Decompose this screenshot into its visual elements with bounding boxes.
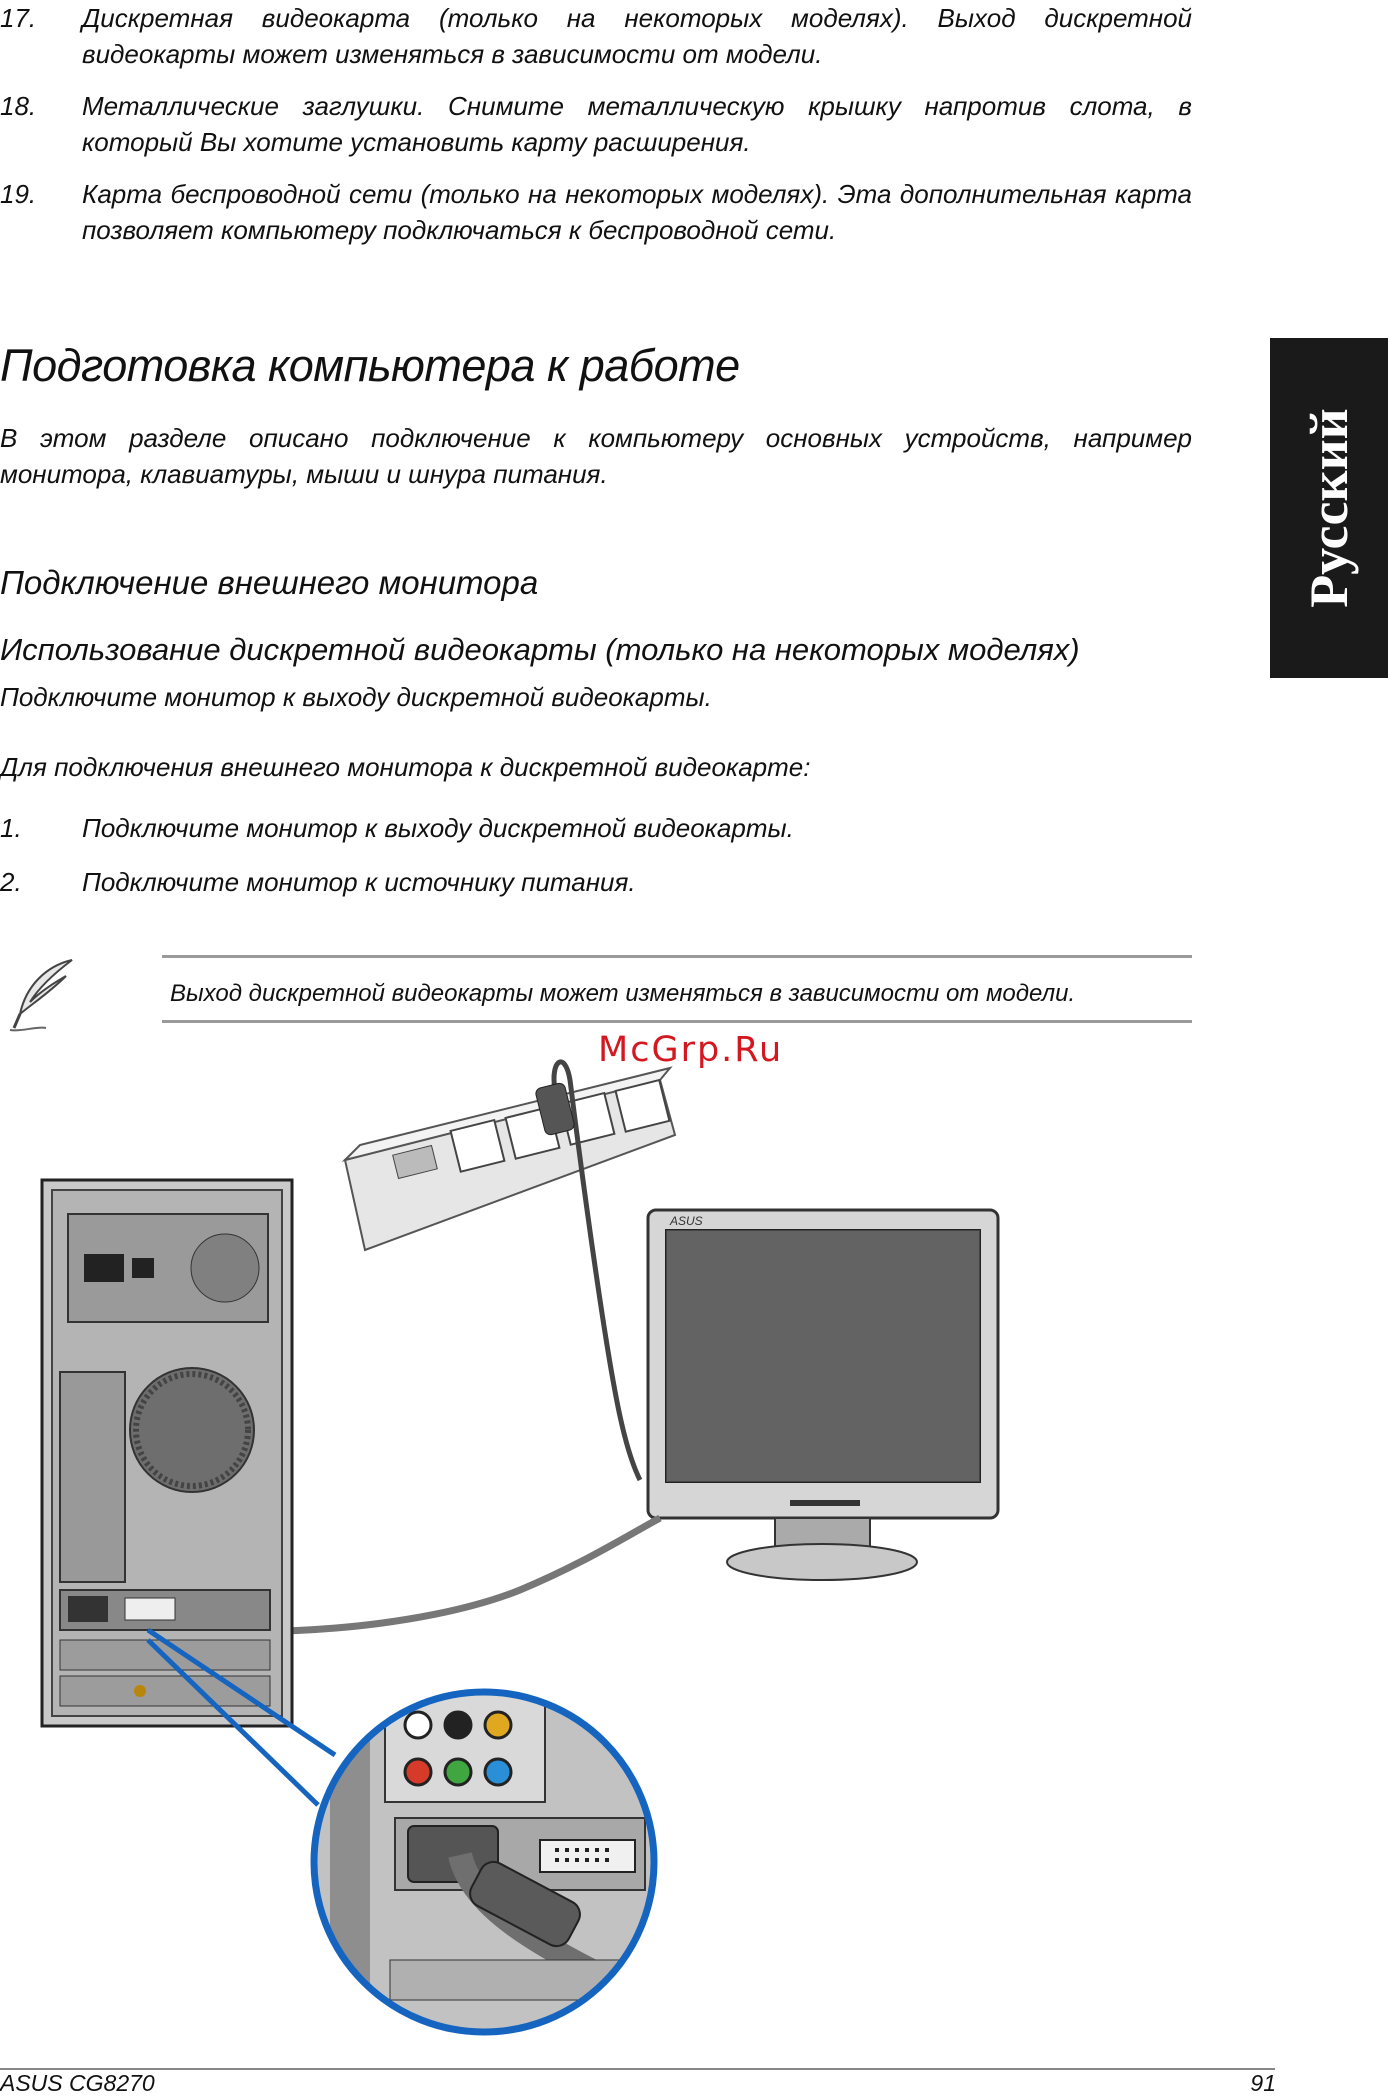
list-number: 19. [0,179,37,209]
sub-subsection-title: Использование дискретной видеокарты (только на некоторых моделях) [0,632,1080,667]
step-text: Подключите монитор к выходу дискретной видеокарты. [82,813,794,843]
list-number: 17. [0,3,37,33]
section-title: Подготовка компьютера к работе [0,340,740,391]
magnified-port-view [300,1680,670,2050]
steps-intro: Для подключения внешнего монитора к дискретной видеокарте: [0,752,811,782]
subsection-title: Подключение внешнего монитора [0,564,539,601]
note-top-rule [162,955,1192,958]
connection-illustration [0,1040,1050,2060]
monitor-brand: ASUS [670,1214,703,1228]
note-bottom-rule [162,1020,1192,1023]
language-tab [1270,338,1388,678]
sub-paragraph: Подключите монитор к выходу дискретной видеокарты. [0,682,712,712]
list-text: Карта беспроводной сети (только на некоторых моделях). Эта дополнительная карта позволяет компьютеру подключаться к беспроводной сети. [82,179,1192,245]
page-number: 91 [1250,2070,1276,2096]
list-number: 18. [0,91,37,121]
section-intro-text: В этом разделе описано подключение к компьютеру основных устройств, например монитора, клавиатуры, мыши и шнура питания. [0,423,1192,489]
footer-rule [0,2068,1275,2070]
power-strip [345,1068,675,1250]
step-number: 2. [0,867,22,897]
footer-model: ASUS CG8270 [0,2070,155,2096]
list-text: Металлические заглушки. Снимите металлическую крышку напротив слота, в который Вы хотите установить карту расширения. [82,91,1192,157]
note-text: Выход дискретной видеокарты может изменяться в зависимости от модели. [170,980,1076,1007]
watermark: McGrp.Ru [598,1030,784,1070]
step-text: Подключите монитор к источнику питания. [82,867,636,897]
list-text: Дискретная видеокарта (только на некоторых моделях). Выход дискретной видеокарты может изменяться в зависимости от модели. [82,3,1192,69]
feather-pen-icon [6,956,78,1034]
language-tab-label: Русский [1299,408,1360,608]
step-number: 1. [0,813,22,843]
monitor [648,1210,998,1580]
